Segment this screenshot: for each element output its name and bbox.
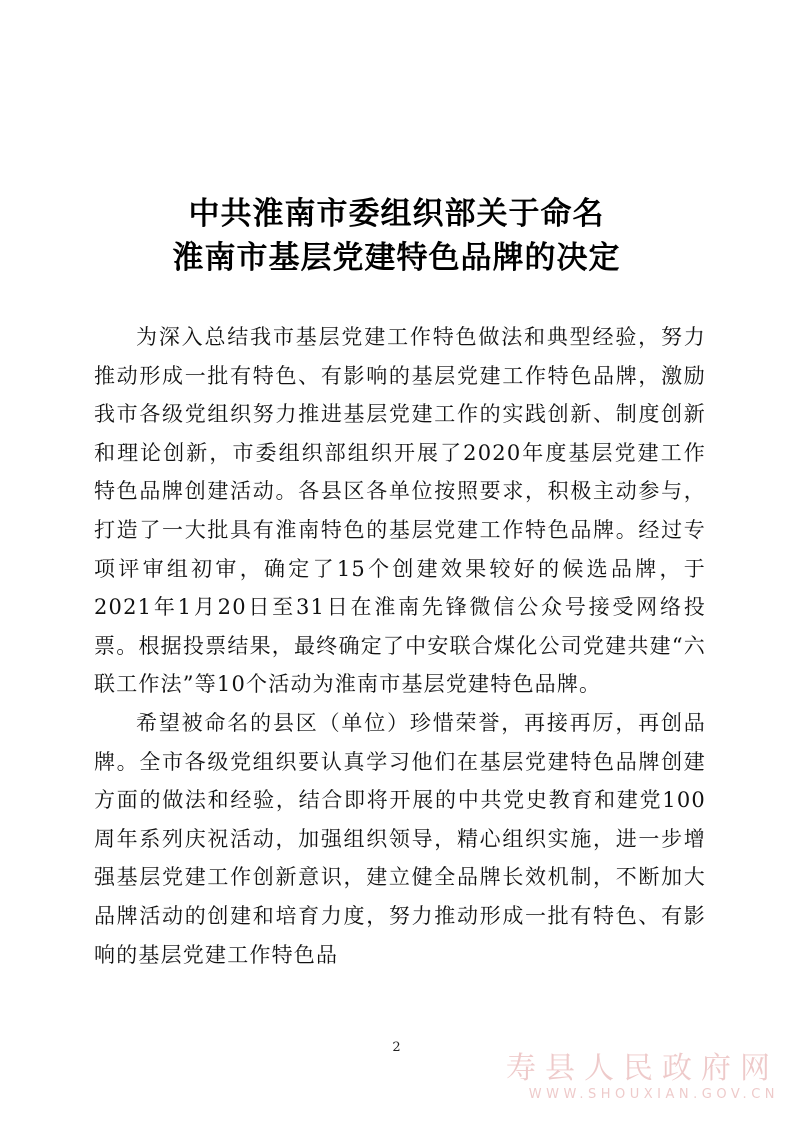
document-title-line-2: 淮南市基层党建特色品牌的决定 [172, 240, 621, 276]
watermark-text-cn: 寿县人民政府网 [506, 1051, 779, 1086]
body-paragraph-2: 希望被命名的县区（单位）珍惜荣誉，再接再厉，再创品牌。全市各级党组织要认真学习他们在基层党建特色品牌创建方面的做法和经验，结合即将开展的中共党史教育和建党100周年系列庆祝活动，加强组织领导，精心组织实施，进一步增强基层党建工作创新意识，建立健全品牌长效机制，不断加大品牌活动的创建和培育力度，努力推动形成一批有特色、有影响的基层党建工作特色品 [94, 710, 706, 967]
site-watermark [506, 1052, 779, 1104]
document-title-line-1: 中共淮南市委组织部关于命名 [188, 196, 605, 232]
watermark-text-en: WWW.SHOUXIAN.GOV.CN [528, 1087, 779, 1102]
page-number: 2 [392, 1040, 401, 1055]
document-body [94, 318, 706, 974]
body-paragraph-1: 为深入总结我市基层党建工作特色做法和典型经验，努力推动形成一批有特色、有影响的基层党建工作特色品牌，激励我市各级党组织努力推进基层党建工作的实践创新、制度创新和理论创新，市委组织部组织开展了2020年度基层党建工作特色品牌创建活动。各县区各单位按照要求，积极主动参与，打造了一大批具有淮南特色的基层党建工作特色品牌。经过专项评审组初审，确定了15个创建效果较好的候选品牌，于2021年1月20日至31日在淮南先锋微信公众号接受网络投票。根据投票结果，最终确定了中安联合煤化公司党建共建“六联工作法”等10个活动为淮南市基层党建特色品牌。 [94, 325, 706, 697]
